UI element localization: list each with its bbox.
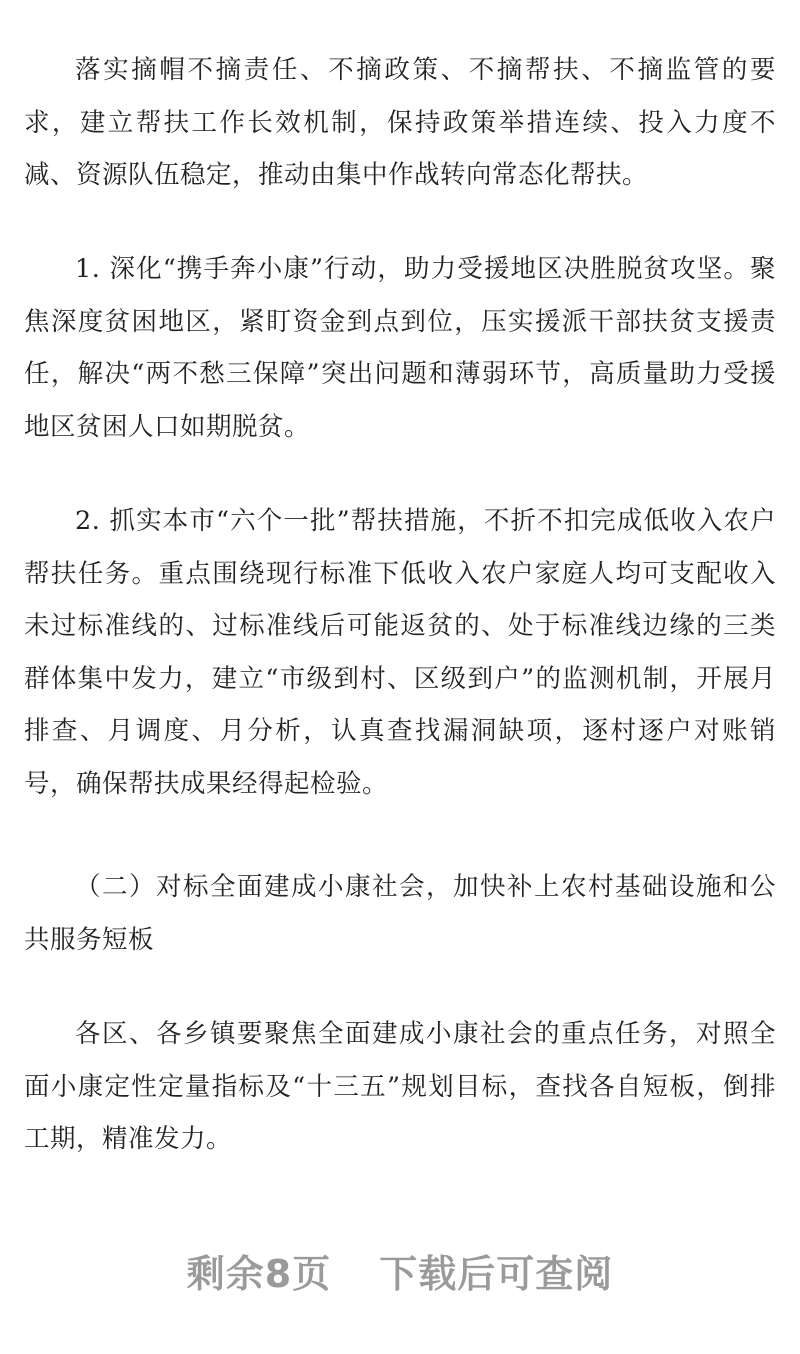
download-banner[interactable] (0, 1243, 800, 1298)
paragraph-2: 1. 深化“携手奔小康”行动，助力受援地区决胜脱贫攻坚。聚焦深度贫困地区，紧盯资金到点到位，压实援派干部扶贫支援责任，解决“两不愁三保障”突出问题和薄弱环节，高质量助力受援地区贫困人口如期脱贫。 (24, 254, 776, 442)
paragraph-1: 落实摘帽不摘责任、不摘政策、不摘帮扶、不摘监管的要求，建立帮扶工作长效机制，保持政策举措连续、投入力度不减、资源队伍稳定，推动由集中作战转向常态化帮扶。 (24, 55, 776, 190)
download-to-view-text: 下载后可查阅 (379, 1252, 614, 1296)
section-heading: （二）对标全面建成小康社会，加快补上农村基础设施和公共服务短板 (24, 872, 776, 955)
paragraph-4: 各区、各乡镇要聚焦全面建成小康社会的重点任务，对照全面小康定性定量指标及“十三五”规划目标，查找各自短板，倒排工期，精准发力。 (24, 1019, 776, 1154)
paragraph-3: 2. 抓实本市“六个一批”帮扶措施，不折不扣完成低收入农户帮扶任务。重点围绕现行标准下低收入农户家庭人均可支配收入未过标准线的、过标准线后可能返贫的、处于标准线边缘的三类群体集中发力，建立“市级到村、区级到户”的监测机制，开展月排查、月调度、月分析，认真查找漏洞缺项，逐村逐户对账销号，确保帮扶成果经得起检验。 (24, 506, 776, 799)
remaining-pages-text: 剩余8页 (186, 1252, 332, 1296)
